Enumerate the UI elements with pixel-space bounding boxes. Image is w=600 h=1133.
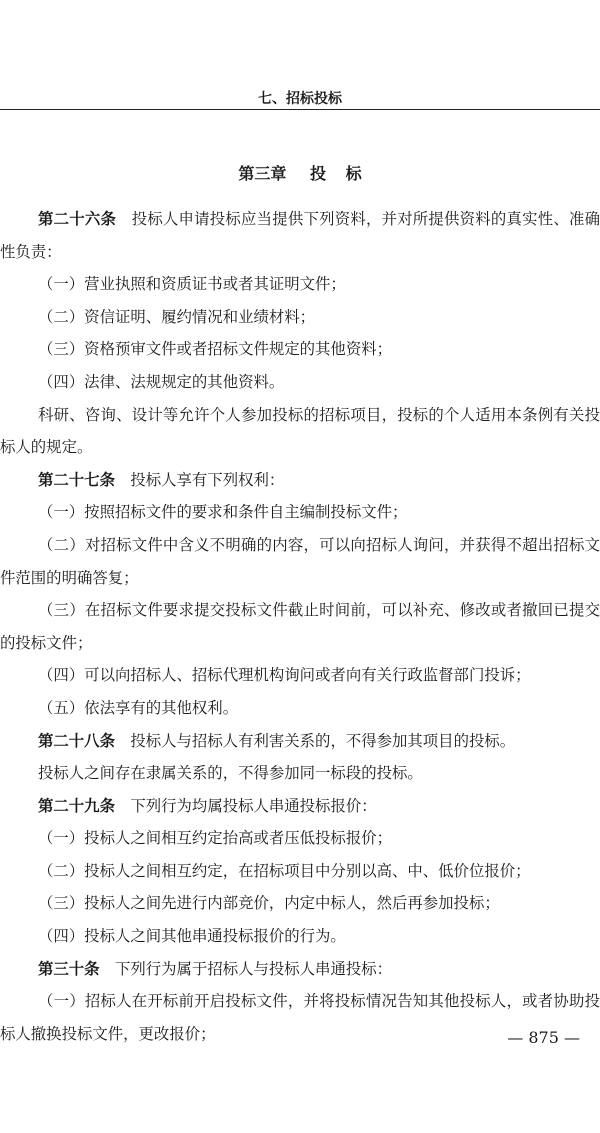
paragraph-text: 投标人申请投标应当提供下列资料，并对所提供资料的真实性、准确性负责： [0,210,600,261]
paragraph [0,268,600,301]
paragraph-text: 投标人之间存在隶属关系的，不得参加同一标段的投标。 [38,764,423,783]
paragraph [0,790,600,823]
paragraph-text: （五）依法享有的其他权利。 [38,698,239,717]
paragraph [0,757,600,790]
paragraph [0,920,600,953]
paragraph-text: 科研、咨询、设计等允许个人参加投标的招标项目，投标的个人适用本条例有关投标人的规定。 [0,405,600,457]
chapter-name-part-2: 标 [345,164,362,183]
paragraph-text: 下列行为属于招标人与投标人串通投标： [99,959,393,978]
paragraph-text: （一）按照招标文件的要求和条件自主编制投标文件； [38,503,408,522]
header-rule [0,109,600,110]
paragraph [0,399,600,464]
paragraph [0,301,600,334]
paragraph-text: （二）对招标文件中含义不明确的内容，可以向招标人询问，并获得不超出招标文件范围的明确答复； [0,535,600,587]
paragraph-text: （三）在招标文件要求提交投标文件截止时间前，可以补充、修改或者撤回已提交的投标文件； [0,601,600,652]
paragraph-text: （四）投标人之间其他串通投标报价的行为。 [38,927,346,946]
paragraph-text: （三）资格预审文件或者招标文件规定的其他资料； [38,340,392,359]
paragraph [0,464,600,497]
paragraph-text: 投标人享有下列权利： [114,470,285,489]
paragraph [0,659,600,692]
paragraph [0,855,600,888]
article-number: 第二十九条 [38,796,115,815]
article-number: 第二十八条 [38,731,115,750]
paragraph-text: （一）营业执照和资质证书或者其证明文件； [38,275,346,294]
paragraph-text: （一）投标人之间相互约定抬高或者压低投标报价； [38,829,392,848]
paragraph [0,822,600,855]
article-number: 第三十条 [38,959,100,978]
paragraph-text: 下列行为均属投标人串通投标报价： [114,796,377,815]
chapter-title [0,161,600,184]
page-number: — 875 — [507,1028,580,1047]
paragraph [0,887,600,920]
paragraph [0,692,600,725]
paragraph-text: （四）法律、法规规定的其他资料。 [38,372,285,391]
paragraph [0,496,600,529]
paragraph [0,333,600,366]
paragraph [0,203,600,268]
paragraph-text: （三）投标人之间先进行内部竞价，内定中标人，然后再参加投标； [38,894,500,913]
paragraph-text: （一）招标人在开标前开启投标文件，并将投标情况告知其他投标人，或者协助投标人撤换投标文件，更改报价； [0,992,600,1043]
body-text [0,203,600,1050]
paragraph [0,529,600,594]
paragraph [0,725,600,758]
paragraph [0,953,600,986]
paragraph-text: （四）可以向招标人、招标代理机构询问或者向有关行政监督部门投诉； [38,666,531,685]
paragraph [0,594,600,659]
paragraph-text: （二）资信证明、履约情况和业绩材料； [38,307,316,326]
article-number: 第二十七条 [38,470,115,489]
paragraph [0,366,600,399]
chapter-name-part-1: 投 [309,164,326,183]
running-head: 七、招标投标 [258,91,342,107]
paragraph-text: 投标人与招标人有利害关系的，不得参加其项目的投标。 [114,731,516,750]
chapter-number: 第三章 [238,164,287,183]
paragraph-text: （二）投标人之间相互约定，在招标项目中分别以高、中、低价位报价； [38,861,531,880]
article-number: 第二十六条 [38,210,117,228]
